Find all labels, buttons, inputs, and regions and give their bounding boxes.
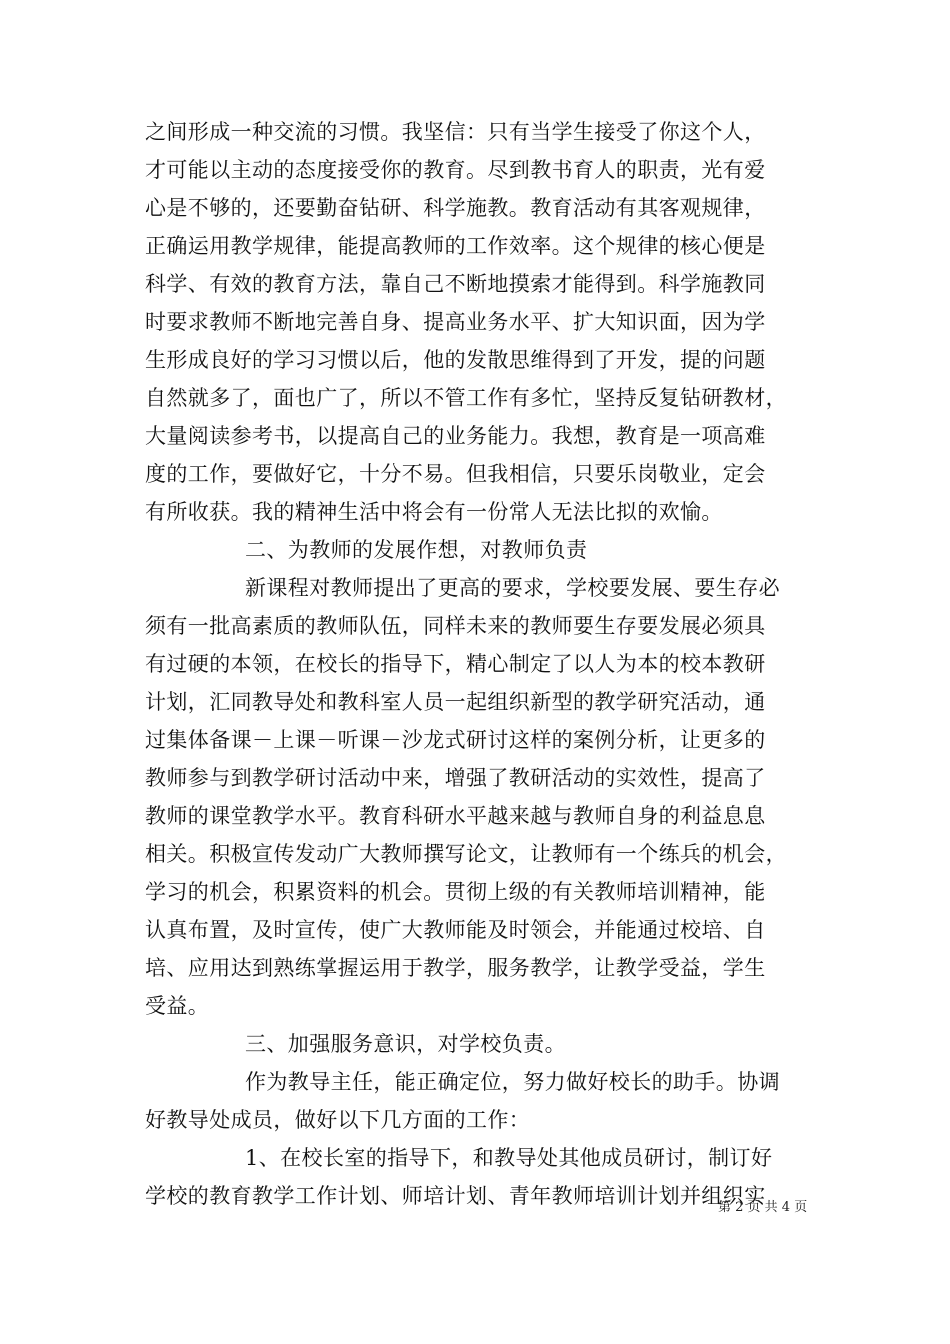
text-line: 1、在校长室的指导下，和教导处其他成员研讨，制订好 [245,1146,773,1170]
text-line: 认真布置，及时宣传，使广大教师能及时领会，并能通过校培、自 [145,918,766,942]
text-line: 受益。 [145,994,210,1018]
section-heading: 三、加强服务意识，对学校负责。 [245,1032,566,1056]
text-line: 相关。积极宣传发动广大教师撰写论文，让教师有一个练兵的机会， [145,842,787,866]
text-line: 正确运用教学规律，能提高教师的工作效率。这个规律的核心便是 [145,234,766,258]
text-line: 过集体备课－上课－听课－沙龙式研讨这样的案例分析，让更多的 [145,728,766,752]
text-line: 计划，汇同教导处和教科室人员一起组织新型的教学研究活动，通 [145,690,766,714]
text-line: 生形成良好的学习习惯以后，他的发散思维得到了开发，提的问题 [145,348,766,372]
text-line: 新课程对教师提出了更高的要求，学校要发展、要生存必 [245,576,780,600]
text-line: 之间形成一种交流的习惯。我坚信：只有当学生接受了你这个人， [145,120,766,144]
text-line: 学习的机会，积累资料的机会。贯彻上级的有关教师培训精神，能 [145,880,766,904]
text-line: 有过硬的本领，在校长的指导下，精心制定了以人为本的校本教研 [145,652,766,676]
text-line: 度的工作，要做好它，十分不易。但我相信，只要乐岗敬业，定会 [145,462,766,486]
text-line: 须有一批高素质的教师队伍，同样未来的教师要生存要发展必须具 [145,614,766,638]
text-line: 作为教导主任，能正确定位，努力做好校长的助手。协调 [245,1070,780,1094]
page-number: 第 2 页 共 4 页 [718,1200,808,1215]
text-line: 自然就多了，面也广了，所以不管工作有多忙，坚持反复钻研教材， [145,386,787,410]
text-line: 教师参与到教学研讨活动中来，增强了教研活动的实效性，提高了 [145,766,766,790]
text-line: 大量阅读参考书，以提高自己的业务能力。我想，教育是一项高难 [145,424,766,448]
text-line: 有所收获。我的精神生活中将会有一份常人无法比拟的欢愉。 [145,500,723,524]
text-line: 才可能以主动的态度接受你的教育。尽到教书育人的职责，光有爱 [145,158,766,182]
text-line: 教师的课堂教学水平。教育科研水平越来越与教师自身的利益息息 [145,804,766,828]
section-heading: 二、为教师的发展作想，对教师负责 [245,538,588,562]
text-line: 心是不够的，还要勤奋钻研、科学施教。教育活动有其客观规律， [145,196,766,220]
text-line: 科学、有效的教育方法，靠自己不断地摸索才能得到。科学施教同 [145,272,766,296]
text-line: 好教导处成员，做好以下几方面的工作： [145,1108,531,1132]
text-line: 时要求教师不断地完善自身、提高业务水平、扩大知识面，因为学 [145,310,766,334]
text-line: 学校的教育教学工作计划、师培计划、青年教师培训计划并组织实 [145,1184,766,1208]
text-line: 培、应用达到熟练掌握运用于教学，服务教学，让教学受益，学生 [145,956,766,980]
